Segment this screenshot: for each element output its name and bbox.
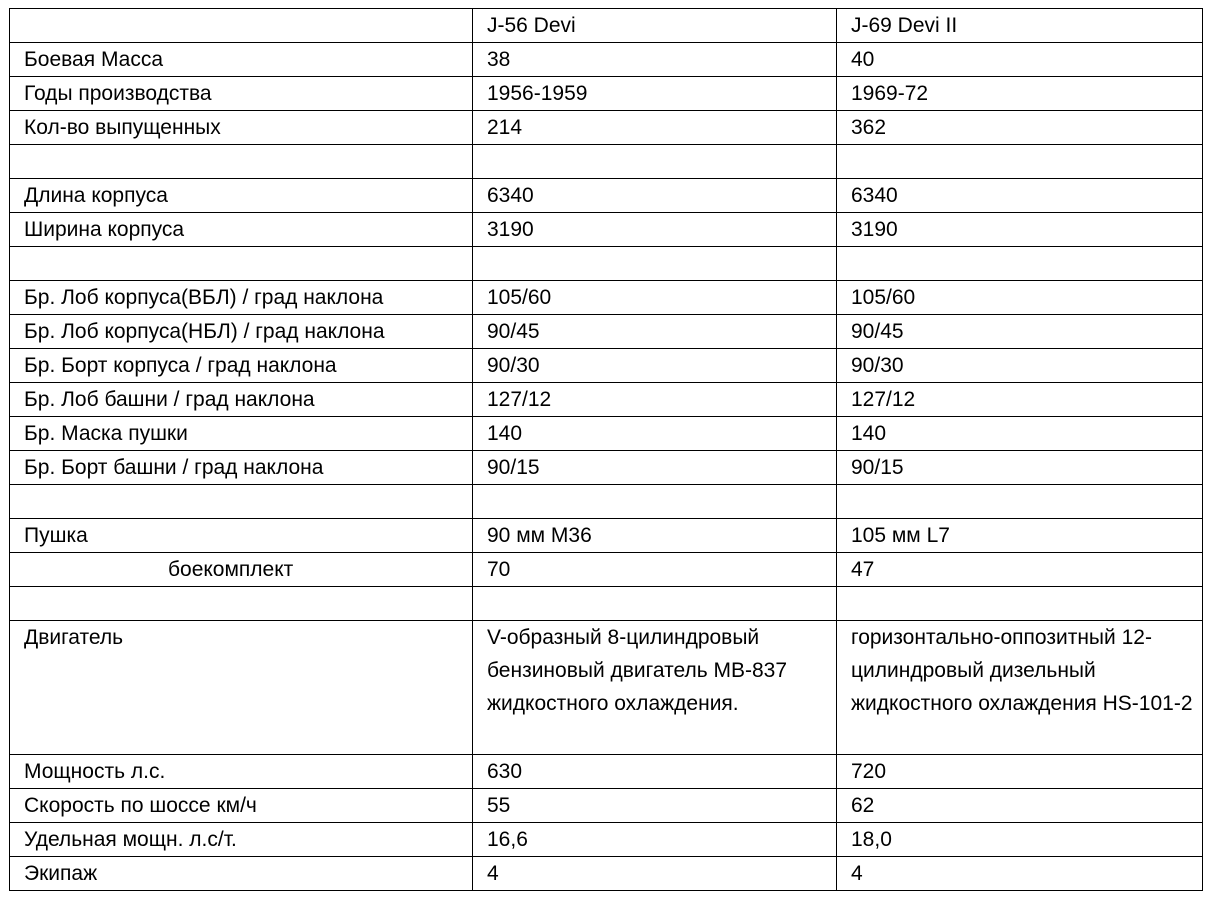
row-units-produced bbox=[10, 111, 1203, 145]
j56-value: 90/30 bbox=[473, 349, 837, 383]
j69-value: 105/60 bbox=[837, 281, 1203, 315]
row-label: Бр. Борт башни / град наклона bbox=[10, 451, 473, 485]
j56-value: 630 bbox=[473, 755, 837, 789]
j56-value bbox=[473, 587, 837, 621]
row-gun-mantlet-armor bbox=[10, 417, 1203, 451]
j69-value: 90/45 bbox=[837, 315, 1203, 349]
j56-value: 1956-1959 bbox=[473, 77, 837, 111]
j56-value: 55 bbox=[473, 789, 837, 823]
row-side-hull-armor bbox=[10, 349, 1203, 383]
j69-value: 90/30 bbox=[837, 349, 1203, 383]
row-engine bbox=[10, 621, 1203, 755]
row-label: Удельная мощн. л.с/т. bbox=[10, 823, 473, 857]
row-turret-side-armor bbox=[10, 451, 1203, 485]
j69-value: 6340 bbox=[837, 179, 1203, 213]
j69-value bbox=[837, 485, 1203, 519]
row-upper-front-hull-armor bbox=[10, 281, 1203, 315]
row-power-to-weight bbox=[10, 823, 1203, 857]
row-label: Бр. Лоб башни / град наклона bbox=[10, 383, 473, 417]
j56-value: 3190 bbox=[473, 213, 837, 247]
j56-value: 90/15 bbox=[473, 451, 837, 485]
row-label: Бр. Лоб корпуса(ВБЛ) / град наклона bbox=[10, 281, 473, 315]
j56-value: V-образный 8-цилиндровый бензиновый двигатель MB-837 жидкостного охлаждения. bbox=[473, 621, 837, 755]
row-label bbox=[10, 587, 473, 621]
row-label bbox=[10, 485, 473, 519]
j69-value bbox=[837, 145, 1203, 179]
j56-value: 105/60 bbox=[473, 281, 837, 315]
row-label: Бр. Лоб корпуса(НБЛ) / град наклона bbox=[10, 315, 473, 349]
j56-value: 214 bbox=[473, 111, 837, 145]
row-crew bbox=[10, 857, 1203, 891]
j56-value: 38 bbox=[473, 43, 837, 77]
header-j69-devi-ii: J-69 Devi II bbox=[837, 9, 1203, 43]
row-road-speed bbox=[10, 789, 1203, 823]
j56-value: 127/12 bbox=[473, 383, 837, 417]
row-hull-width bbox=[10, 213, 1203, 247]
row-label: Мощность л.с. bbox=[10, 755, 473, 789]
header-j56-devi: J-56 Devi bbox=[473, 9, 837, 43]
j69-value: 47 bbox=[837, 553, 1203, 587]
j69-value: 362 bbox=[837, 111, 1203, 145]
j56-value: 16,6 bbox=[473, 823, 837, 857]
row-horsepower bbox=[10, 755, 1203, 789]
spacer-row bbox=[10, 587, 1203, 621]
row-label: Боевая Масса bbox=[10, 43, 473, 77]
j69-value: 90/15 bbox=[837, 451, 1203, 485]
row-label bbox=[10, 247, 473, 281]
row-label: Двигатель bbox=[10, 621, 473, 755]
j69-value: 105 мм L7 bbox=[837, 519, 1203, 553]
row-label: Экипаж bbox=[10, 857, 473, 891]
row-label: боекомплект bbox=[10, 553, 473, 587]
j69-value: 4 bbox=[837, 857, 1203, 891]
row-label: Ширина корпуса bbox=[10, 213, 473, 247]
j69-value: 140 bbox=[837, 417, 1203, 451]
row-label: Бр. Маска пушки bbox=[10, 417, 473, 451]
j56-value: 140 bbox=[473, 417, 837, 451]
row-label bbox=[10, 145, 473, 179]
row-turret-front-armor bbox=[10, 383, 1203, 417]
j69-value bbox=[837, 587, 1203, 621]
row-label: Кол-во выпущенных bbox=[10, 111, 473, 145]
tank-comparison-table bbox=[9, 8, 1203, 891]
j69-value: 720 bbox=[837, 755, 1203, 789]
row-label: Годы производства bbox=[10, 77, 473, 111]
j56-value: 90/45 bbox=[473, 315, 837, 349]
row-label: Длина корпуса bbox=[10, 179, 473, 213]
j56-value: 6340 bbox=[473, 179, 837, 213]
j69-value: 40 bbox=[837, 43, 1203, 77]
j69-value: 18,0 bbox=[837, 823, 1203, 857]
spacer-row bbox=[10, 247, 1203, 281]
j56-value: 70 bbox=[473, 553, 837, 587]
j69-value: 62 bbox=[837, 789, 1203, 823]
j56-value bbox=[473, 145, 837, 179]
row-gun bbox=[10, 519, 1203, 553]
j56-value bbox=[473, 247, 837, 281]
j69-value bbox=[837, 247, 1203, 281]
j56-value: 90 мм М36 bbox=[473, 519, 837, 553]
header-empty-cell bbox=[10, 9, 473, 43]
table-header-row bbox=[10, 9, 1203, 43]
j56-value: 4 bbox=[473, 857, 837, 891]
row-label: Пушка bbox=[10, 519, 473, 553]
row-combat-mass bbox=[10, 43, 1203, 77]
row-label: Скорость по шоссе км/ч bbox=[10, 789, 473, 823]
spacer-row bbox=[10, 145, 1203, 179]
row-lower-front-hull-armor bbox=[10, 315, 1203, 349]
spacer-row bbox=[10, 485, 1203, 519]
j69-value: 1969-72 bbox=[837, 77, 1203, 111]
row-ammunition bbox=[10, 553, 1203, 587]
j56-value bbox=[473, 485, 837, 519]
row-production-years bbox=[10, 77, 1203, 111]
row-label: Бр. Борт корпуса / град наклона bbox=[10, 349, 473, 383]
spec-sheet bbox=[9, 8, 1203, 891]
j69-value: горизонтально-оппозитный 12-цилиндровый дизельный жидкостного охлаждения HS-101-2 bbox=[837, 621, 1203, 755]
j69-value: 3190 bbox=[837, 213, 1203, 247]
j69-value: 127/12 bbox=[837, 383, 1203, 417]
row-hull-length bbox=[10, 179, 1203, 213]
